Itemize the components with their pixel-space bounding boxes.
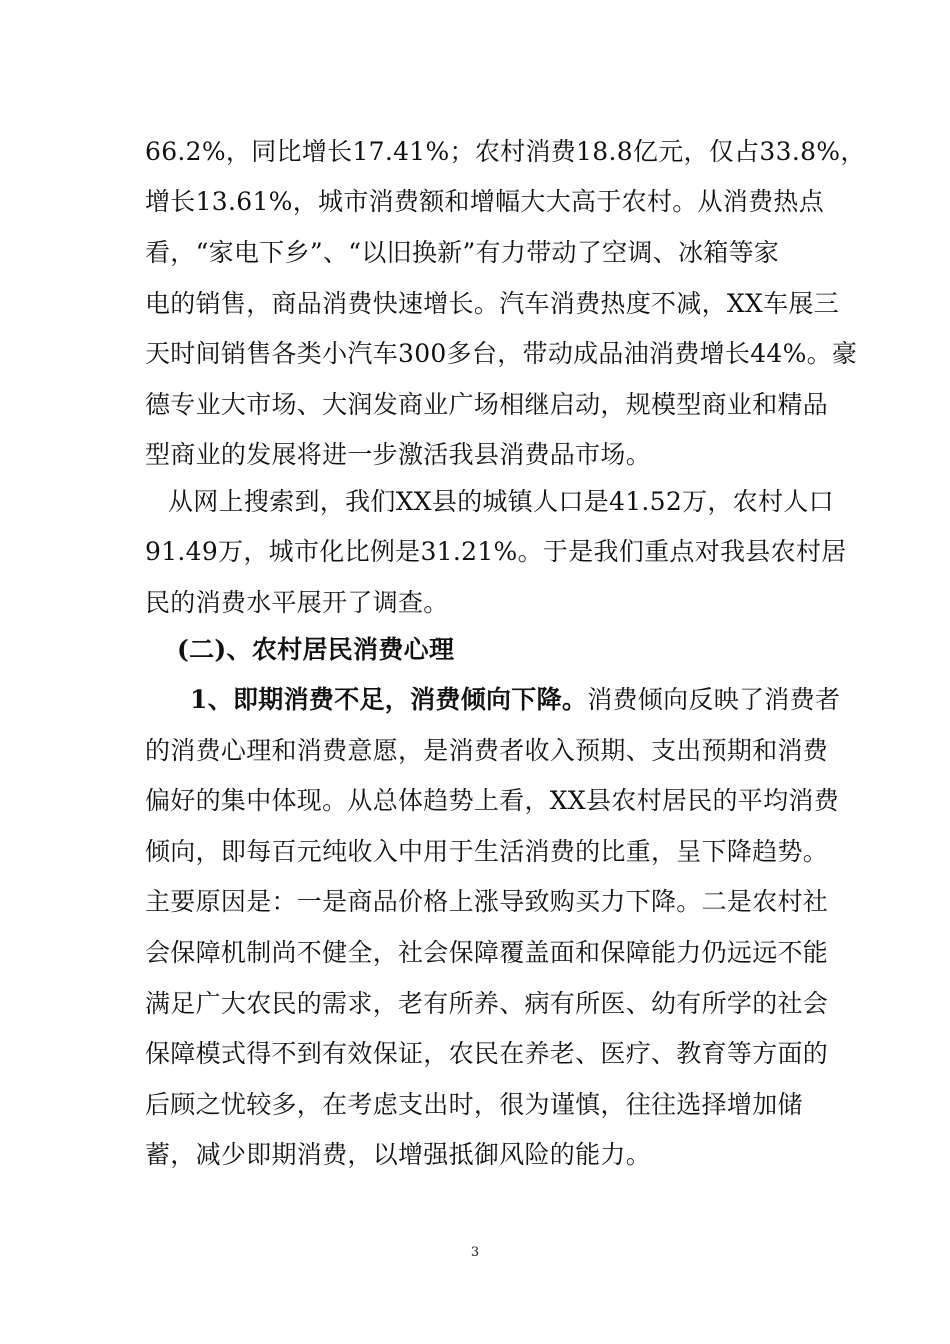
paragraph-1-line-5: 天时间销售各类小汽车300多台，带动成品油消费增长44%。豪 (145, 339, 858, 368)
paragraph-2-line-3: 民的消费水平展开了调查。 (145, 588, 449, 617)
paragraph-1-line-4: 电的销售，商品消费快速增长。汽车消费热度不减，XX车展三 (145, 289, 839, 318)
paragraph-3-line-2: 的消费心理和消费意愿，是消费者收入预期、支出预期和消费 (145, 736, 829, 765)
paragraph-3-line-10: 蓄，减少即期消费，以增强抵御风险的能力。 (145, 1140, 652, 1169)
paragraph-2-line-1: 从网上搜索到，我们XX县的城镇人口是41.52万，农村人口 (168, 487, 834, 516)
paragraph-2-line-2: 91.49万，城市化比例是31.21%。于是我们重点对我县农村居 (145, 537, 847, 566)
paragraph-1-line-7: 型商业的发展将进一步激活我县消费品市场。 (145, 440, 652, 469)
paragraph-3-line-6: 会保障机制尚不健全，社会保障覆盖面和保障能力仍远远不能 (145, 938, 829, 967)
paragraph-3-line-5: 主要原因是：一是商品价格上涨导致购买力下降。二是农村社 (145, 887, 829, 916)
paragraph-3-line-8: 保障模式得不到有效保证，农民在养老、医疗、教育等方面的 (145, 1039, 829, 1068)
paragraph-1-line-1: 66.2%，同比增长17.41%；农村消费18.8亿元，仅占33.8%， (145, 137, 866, 166)
paragraph-3-line-9: 后顾之忧较多，在考虑支出时，很为谨慎，往往选择增加储 (145, 1090, 803, 1119)
section-heading: (二)、农村居民消费心理 (177, 635, 455, 664)
paragraph-3-line-7: 满足广大农民的需求，老有所养、病有所医、幼有所学的社会 (145, 989, 829, 1018)
page-number: 3 (470, 1245, 480, 1260)
paragraph-3-line-4: 倾向，即每百元纯收入中用于生活消费的比重，呈下降趋势。 (145, 837, 829, 866)
paragraph-1-line-6: 德专业大市场、大润发商业广场相继启动，规模型商业和精品 (145, 390, 829, 419)
paragraph-1-line-3: 看，“家电下乡”、“以旧换新”有力带动了空调、冰箱等家 (145, 238, 780, 267)
paragraph-3-line-1-rest: 消费倾向反映了消费者 (587, 685, 841, 714)
subsection-lead: 1、即期消费不足，消费倾向下降。 (190, 685, 588, 714)
paragraph-1-line-2: 增长13.61%，城市消费额和增幅大大高于农村。从消费热点 (145, 187, 825, 216)
paragraph-3-line-3: 偏好的集中体现。从总体趋势上看，XX县农村居民的平均消费 (145, 786, 839, 815)
paragraph-3-line-1 (190, 685, 840, 715)
